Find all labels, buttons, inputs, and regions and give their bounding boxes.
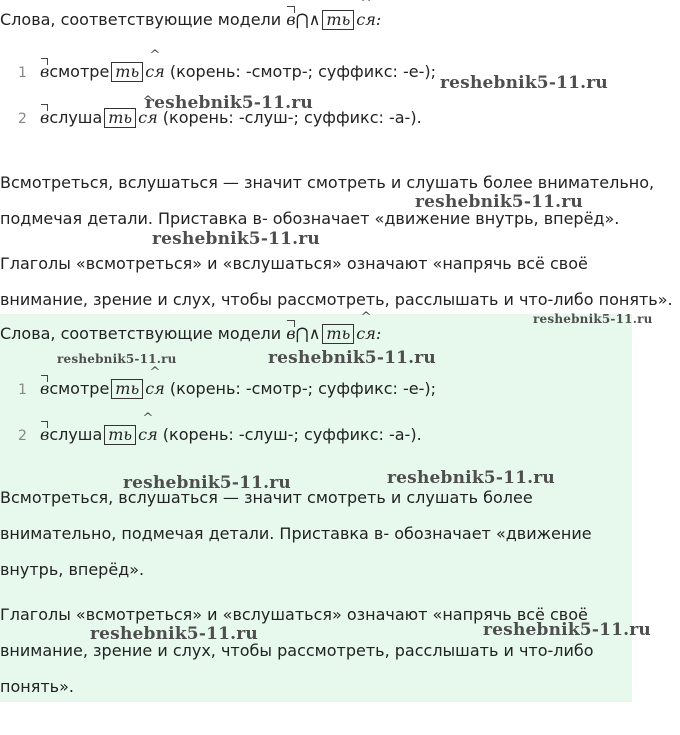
- prefix-mark: в: [286, 10, 296, 29]
- list-item: [40, 379, 436, 399]
- watermark: reshebnik5-11.ru: [152, 229, 320, 249]
- suffix-box: ть: [104, 425, 136, 445]
- paragraph-line: Всмотреться, вслушаться — значит смотреть и слушать более: [0, 488, 533, 507]
- watermark: reshebnik5-11.ru: [145, 93, 313, 113]
- watermark: reshebnik5-11.ru: [483, 620, 651, 640]
- paragraph-line: Глаголы «всмотреться» и «вслушаться» означают «напрячь всё своё: [0, 605, 588, 624]
- model-intro-text: Слова, соответствующие модели: [0, 324, 282, 343]
- paragraph-line: внимательно, подмечая детали. Приставка в- обозначает «движение: [0, 524, 592, 543]
- paragraph-line: внутрь, вперёд».: [0, 560, 145, 579]
- ending-mark: ^ ся: [138, 425, 158, 444]
- prefix-mark: в: [40, 62, 50, 81]
- morpheme-note: (корень: -слуш-; суффикс: -а-).: [162, 425, 422, 444]
- paragraph-line: Глаголы «всмотреться» и «вслушаться» означают «напрячь всё своё: [0, 254, 588, 273]
- morpheme-note: (корень: -слуш-; суффикс: -а-).: [162, 108, 422, 127]
- prefix-mark: в: [286, 324, 296, 343]
- watermark: reshebnik5-11.ru: [440, 73, 608, 93]
- paragraph-line: Всмотреться, вслушаться — значит смотреть и слушать более внимательно,: [0, 173, 655, 192]
- paragraph-line: понять».: [0, 677, 74, 696]
- word-model: в⋂∧ ть^ ся:: [286, 10, 381, 29]
- list-item: [40, 62, 436, 82]
- paragraph-line: внимание, зрение и слух, чтобы рассмотреть, расслышать и что-либо понять».: [0, 290, 673, 309]
- word-stem: смотре: [49, 379, 110, 398]
- root-suffix-symbols: ⋂∧: [295, 324, 321, 343]
- prefix-mark: в: [40, 425, 50, 444]
- morpheme-note: (корень: -смотр-; суффикс: -е-);: [169, 379, 437, 398]
- prefix-mark: в: [40, 379, 50, 398]
- model-intro-line: [0, 10, 381, 30]
- ending-mark: ^ ся: [145, 379, 165, 398]
- paragraph-line: подмечая детали. Приставка в- обозначает «движение внутрь, вперёд».: [0, 209, 620, 228]
- suffix-box: ть: [322, 10, 354, 30]
- suffix-box: ть: [104, 108, 136, 128]
- list-item: [40, 425, 422, 445]
- ending-mark: ^ ся: [145, 62, 165, 81]
- watermark: reshebnik5-11.ru: [415, 192, 583, 212]
- word-model: в⋂∧ ть^ ся:: [286, 324, 381, 343]
- watermark: reshebnik5-11.ru: [90, 624, 258, 644]
- list-item-number: 2: [18, 428, 27, 444]
- watermark: reshebnik5-11.ru: [57, 352, 177, 366]
- root-suffix-symbols: ⋂∧: [295, 10, 321, 29]
- word-stem: слуша: [49, 108, 103, 127]
- watermark: reshebnik5-11.ru: [533, 312, 653, 326]
- word-stem: слуша: [49, 425, 103, 444]
- list-item-number: 2: [18, 111, 27, 127]
- ending-mark: ^ ся: [356, 10, 376, 29]
- suffix-box: ть: [322, 324, 354, 344]
- model-intro-text: Слова, соответствующие модели: [0, 10, 282, 29]
- watermark: reshebnik5-11.ru: [123, 473, 291, 493]
- word-stem: смотре: [49, 62, 110, 81]
- suffix-box: ть: [111, 379, 143, 399]
- ending-mark: ^ ся: [356, 324, 376, 343]
- watermark: reshebnik5-11.ru: [268, 348, 436, 368]
- list-item-number: 1: [18, 65, 27, 81]
- prefix-mark: в: [40, 108, 50, 127]
- morpheme-note: (корень: -смотр-; суффикс: -е-);: [169, 62, 437, 81]
- ending-mark: ^ ся: [138, 108, 158, 127]
- list-item-number: 1: [18, 382, 27, 398]
- watermark: reshebnik5-11.ru: [387, 468, 555, 488]
- model-intro-line: [0, 324, 381, 344]
- paragraph-line: внимание, зрение и слух, чтобы рассмотреть, расслышать и что-либо: [0, 641, 594, 660]
- suffix-box: ть: [111, 62, 143, 82]
